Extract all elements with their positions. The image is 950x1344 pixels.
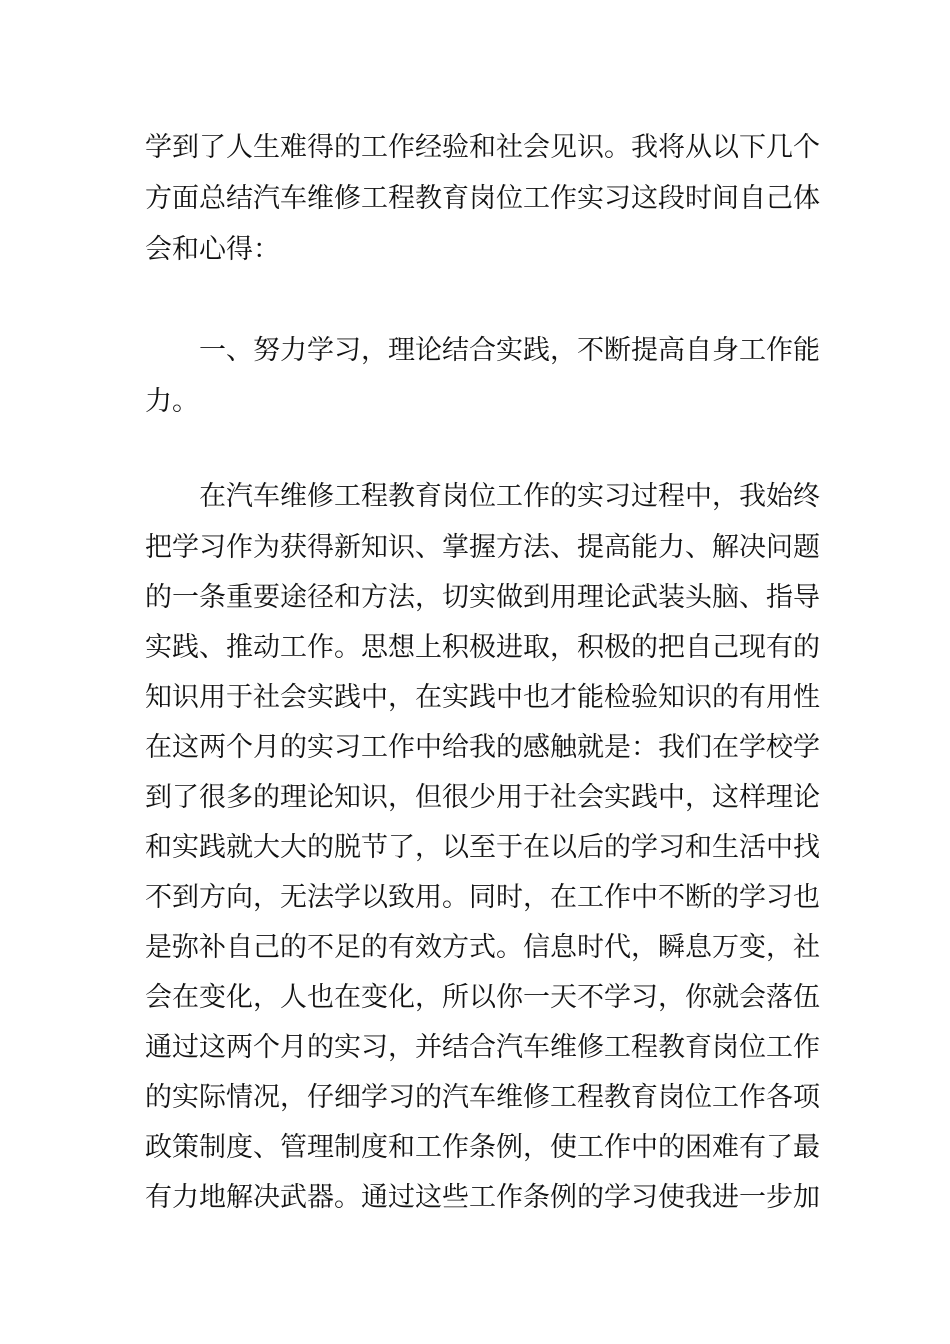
text-line: 的一条重要途径和方法，切实做到用理论武装头脑、指导 <box>145 582 820 613</box>
text-line: 不到方向，无法学以致用。同时，在工作中不断的学习也 <box>145 882 820 913</box>
text-line: 到了很多的理论知识，但很少用于社会实践中，这样理论 <box>145 782 820 813</box>
text-line: 通过这两个月的实习，并结合汽车维修工程教育岗位工作 <box>145 1032 820 1063</box>
text-line: 有力地解决武器。通过这些工作条例的学习使我进一步加 <box>145 1182 820 1213</box>
text-line: 知识用于社会实践中，在实践中也才能检验知识的有用性 <box>145 682 820 713</box>
section-heading-cont: 力。 <box>145 386 199 417</box>
text-line: 会和心得： <box>145 234 280 265</box>
text-line: 把学习作为获得新知识、掌握方法、提高能力、解决问题 <box>145 532 820 563</box>
text-line: 学到了人生难得的工作经验和社会见识。我将从以下几个 <box>145 132 820 163</box>
text-line: 方面总结汽车维修工程教育岗位工作实习这段时间自己体 <box>145 183 820 214</box>
text-line: 实践、推动工作。思想上积极进取，积极的把自己现有的 <box>145 632 820 663</box>
text-line: 在这两个月的实习工作中给我的感触就是：我们在学校学 <box>145 732 820 763</box>
text-line: 政策制度、管理制度和工作条例，使工作中的困难有了最 <box>145 1132 820 1163</box>
text-line: 和实践就大大的脱节了，以至于在以后的学习和生活中找 <box>145 832 820 863</box>
paragraph-start: 在汽车维修工程教育岗位工作的实习过程中，我始终 <box>199 481 820 512</box>
text-line: 是弥补自己的不足的有效方式。信息时代，瞬息万变，社 <box>145 932 820 963</box>
section-heading: 一、努力学习，理论结合实践，不断提高自身工作能 <box>199 335 820 366</box>
text-line: 会在变化，人也在变化，所以你一天不学习，你就会落伍 <box>145 982 820 1013</box>
text-line: 的实际情况，仔细学习的汽车维修工程教育岗位工作各项 <box>145 1082 820 1113</box>
